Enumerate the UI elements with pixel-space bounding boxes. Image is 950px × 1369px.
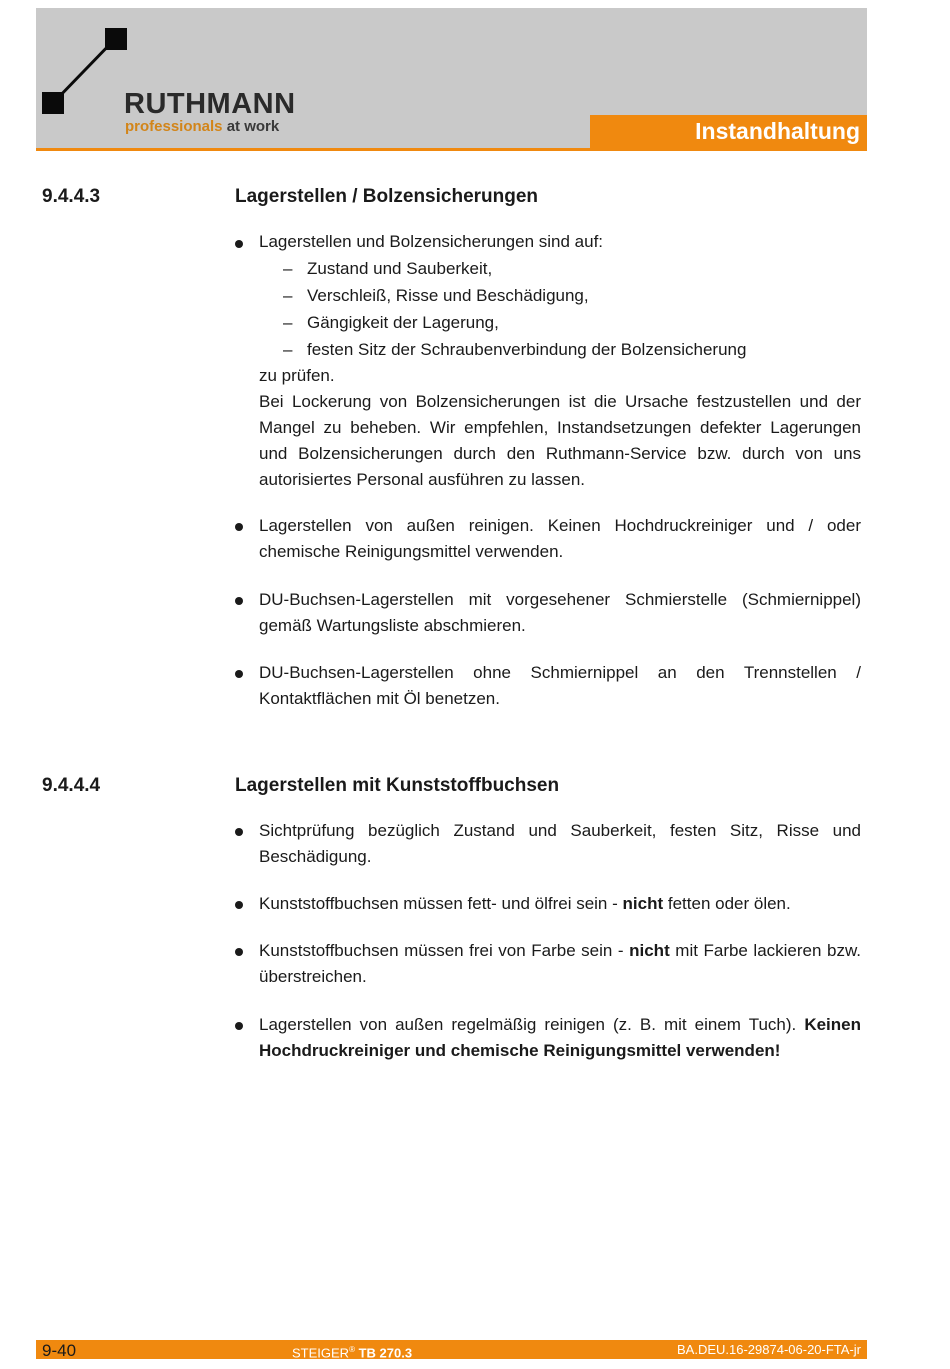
chapter-title: Instandhaltung xyxy=(590,115,867,148)
bullet-icon xyxy=(235,523,243,531)
page-footer xyxy=(36,1340,867,1359)
bullet-text: DU-Buchsen-Lagerstellen ohne Schmiernippel an den Trennstellen / Kontaktflächen mit Öl benetzen. xyxy=(259,663,861,708)
dash-list-item: – festen Sitz der Schraubenverbindung der Bolzensicherung xyxy=(283,340,747,359)
dash-list-item: – Gängigkeit der Lagerung, xyxy=(283,313,499,332)
bullet-icon xyxy=(235,901,243,909)
bullet-text: Lagerstellen von außen regelmäßig reinigen (z. B. mit einem Tuch). Keinen Hochdruckreiniger und chemische Reinigungsmittel verwenden! xyxy=(259,1015,861,1060)
bullet-icon xyxy=(235,828,243,836)
bullet-icon xyxy=(235,670,243,678)
section-title: Lagerstellen mit Kunststoffbuchsen xyxy=(235,775,560,796)
bullet-text: DU-Buchsen-Lagerstellen mit vorgesehener Schmierstelle (Schmiernippel) gemäß Wartungsliste abschmieren. xyxy=(259,590,861,635)
bullet-icon xyxy=(235,240,243,248)
product-name: STEIGER® TB 270.3 xyxy=(292,1345,413,1361)
tagline-professionals: professionals xyxy=(125,118,223,135)
section-number: 9.4.4.4 xyxy=(42,775,101,796)
warning-text: Keinen Hochdruckreiniger und chemische Reinigungsmittel verwenden! xyxy=(259,1015,861,1060)
brand-name: RUTHMANN xyxy=(124,88,296,120)
bullet-closing: zu prüfen. xyxy=(259,366,335,385)
bullet-icon xyxy=(235,1022,243,1030)
tagline-at-work: at work xyxy=(226,118,280,135)
bullet-text: Sichtprüfung bezüglich Zustand und Sauberkeit, festen Sitz, Risse und Beschädigung. xyxy=(259,821,861,866)
brand-tagline xyxy=(125,118,279,135)
section-title: Lagerstellen / Bolzensicherungen xyxy=(235,186,539,207)
bullet-text: Lagerstellen und Bolzensicherungen sind auf: xyxy=(259,232,604,251)
bullet-icon xyxy=(235,597,243,605)
header-divider xyxy=(36,148,867,151)
note-paragraph: Bei Lockerung von Bolzensicherungen ist die Ursache festzustellen und der Mangel zu beheben. Wir empfehlen, Instandsetzungen defekter Lagerungen und Bolzensicherungen durch den Ruthmann-Service bzw. durch von uns autorisiertes Personal ausführen zu lassen. xyxy=(259,392,861,489)
section-number: 9.4.4.3 xyxy=(42,186,101,207)
document-code: BA.DEU.16-29874-06-20-FTA-jr xyxy=(677,1342,861,1357)
page-number: 9-40 xyxy=(42,1341,77,1360)
dash-list-item: – Verschleiß, Risse und Beschädigung, xyxy=(283,286,589,305)
bullet-text: Kunststoffbuchsen müssen frei von Farbe sein - nicht mit Farbe lackieren bzw. überstreichen. xyxy=(259,941,861,986)
emphasis-nicht: nicht xyxy=(622,894,664,913)
bullet-text: Lagerstellen von außen reinigen. Keinen Hochdruckreiniger und / oder chemische Reinigungsmittel verwenden. xyxy=(259,516,861,561)
emphasis-nicht: nicht xyxy=(629,941,670,960)
dash-list-item: – Zustand und Sauberkeit, xyxy=(283,259,493,278)
bullet-text: Kunststoffbuchsen müssen fett- und ölfrei sein - nicht fetten oder ölen. xyxy=(259,894,791,913)
bullet-icon xyxy=(235,948,243,956)
